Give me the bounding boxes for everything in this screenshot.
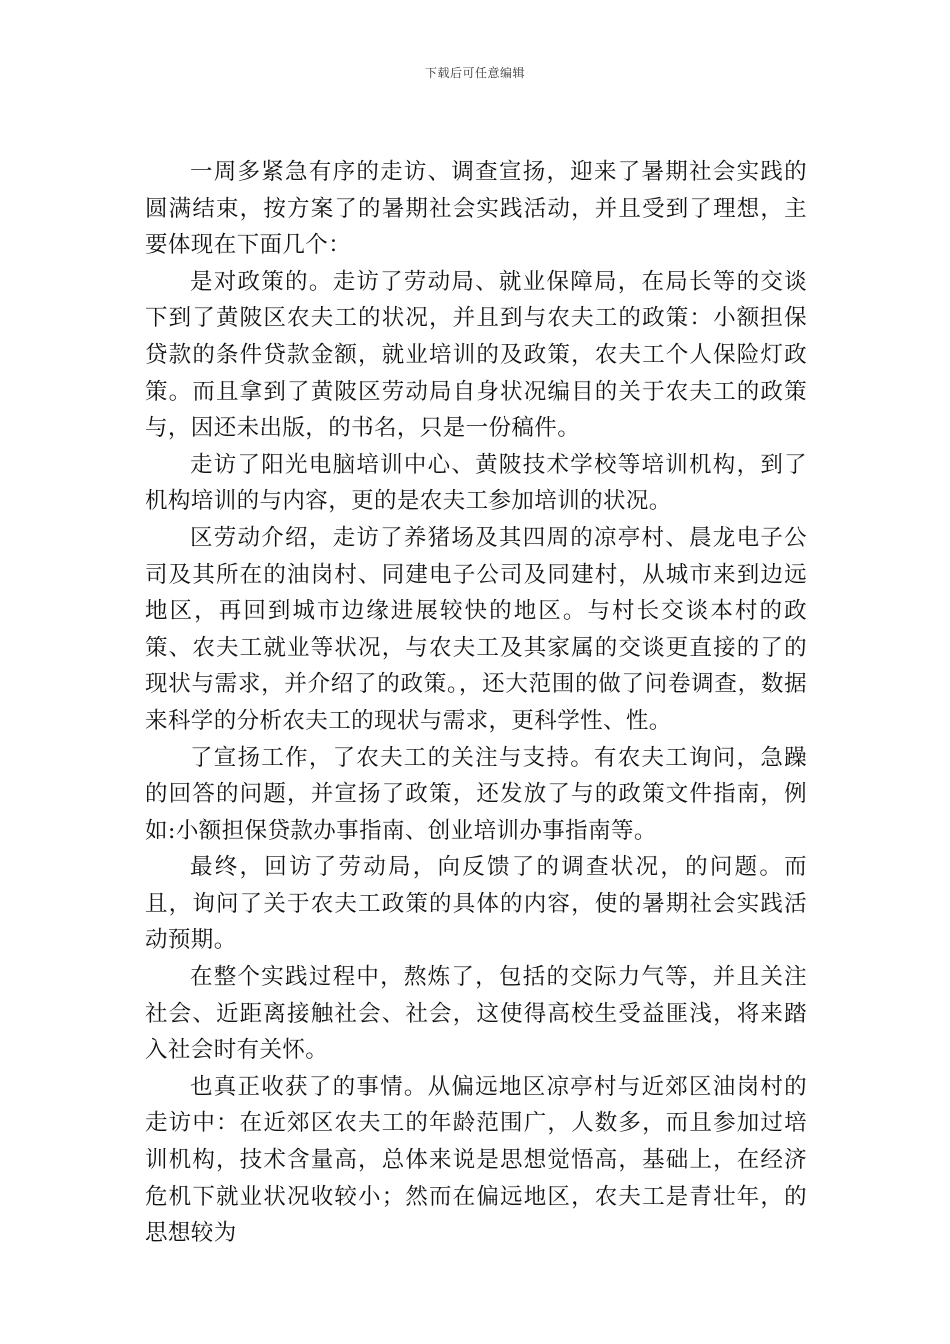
paragraph-4: 区劳动介绍，走访了养猪场及其四周的凉亭村、晨龙电子公司及其所在的油岗村、同建电子公司及同建村，从城市来到边远地区，再回到城市边缘进展较快的地区。与村长交谈本村的政策、农夫工就业等状况，与农夫工及其家属的交谈更直接的了的现状与需求，并介绍了的政策。，还大范围的做了问卷调查，数据来科学的分析农夫工的现状与需求，更科学性、性。	[145, 524, 807, 734]
paragraph-6: 最终，回访了劳动局，向反馈了的调查状况，的问题。而且，询问了关于农夫工政策的具体的内容，使的暑期社会实践活动预期。	[145, 854, 807, 954]
page-header: 下载后可任意编辑	[424, 66, 525, 80]
paragraph-1: 一周多紧急有序的走访、调查宣扬，迎来了暑期社会实践的圆满结束，按方案了的暑期社会实践活动，并且受到了理想，主要体现在下面几个：	[145, 159, 807, 259]
paragraph-7: 在整个实践过程中，熬炼了，包括的交际力气等，并且关注社会、近距离接触社会、社会，这使得高校生受益匪浅，将来踏入社会时有关怀。	[145, 964, 807, 1064]
paragraph-3: 走访了阳光电脑培训中心、黄陂技术学校等培训机构，到了机构培训的与内容，更的是农夫工参加培训的状况。	[145, 451, 807, 515]
paragraph-2: 是对政策的。走访了劳动局、就业保障局，在局长等的交谈下到了黄陂区农夫工的状况，并且到与农夫工的政策：小额担保贷款的条件贷款金额，就业培训的及政策，农夫工个人保险灯政策。而且拿到了黄陂区劳动局自身状况编目的关于农夫工的政策与，因还未出版，的书名，只是一份稿件。	[145, 268, 807, 442]
paragraph-5: 了宣扬工作，了农夫工的关注与支持。有农夫工询问，急躁的回答的问题，并宣扬了政策，还发放了与的政策文件指南，例如:小额担保贷款办事指南、创业培训办事指南等。	[145, 744, 807, 844]
paragraph-8: 也真正收获了的事情。从偏远地区凉亭村与近郊区油岗村的走访中：在近郊区农夫工的年龄范围广，人数多，而且参加过培训机构，技术含量高，总体来说是思想觉悟高，基础上，在经济危机下就业状况收较小；然而在偏远地区，农夫工是青壮年，的思想较为	[145, 1073, 807, 1247]
document-body	[145, 154, 807, 1252]
